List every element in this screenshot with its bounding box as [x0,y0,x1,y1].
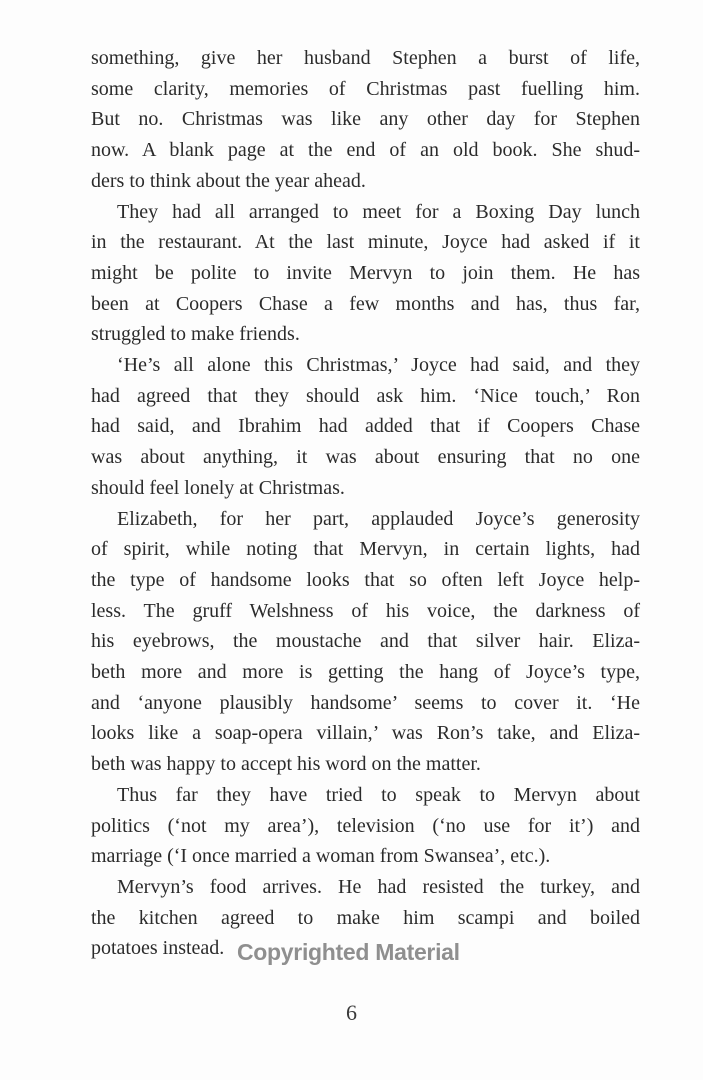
text-line: the type of handsome looks that so often left Joyce help- [91,568,640,591]
text-line: ‘He’s all alone this Christmas,’ Joyce had said, and they [117,354,640,377]
text-line: They had all arranged to meet for a Boxing Day lunch [117,200,640,223]
text-line: struggled to make friends. [91,323,300,346]
text-line: ders to think about the year ahead. [91,169,366,192]
paragraph [91,780,640,872]
text-line: the kitchen agreed to make him scampi and boiled [91,906,640,929]
text-line: was about anything, it was about ensuring that no one [91,446,640,469]
paragraph [91,504,640,780]
text-line: But no. Christmas was like any other day for Stephen [91,108,640,131]
text-line: now. A blank page at the end of an old book. She shud- [91,139,640,162]
text-line: in the restaurant. At the last minute, Joyce had asked if it [91,231,640,254]
text-line: Mervyn’s food arrives. He had resisted the turkey, and [117,875,640,898]
text-line: been at Coopers Chase a few months and has, thus far, [91,292,640,315]
text-line: politics (‘not my area’), television (‘no use for it’) and [91,814,640,837]
text-line: his eyebrows, the moustache and that silver hair. Eliza- [91,630,640,653]
copyright-watermark: Copyrighted Material [237,939,460,965]
text-line: some clarity, memories of Christmas past fuelling him. [91,77,640,100]
page-number: 6 [346,1000,357,1025]
body-text [91,43,640,964]
text-line: might be polite to invite Mervyn to join them. He has [91,261,640,284]
text-line: less. The gruff Welshness of his voice, the darkness of [91,599,640,622]
text-line: marriage (‘I once married a woman from Swansea’, etc.). [91,845,551,868]
paragraph [91,350,640,504]
text-line: of spirit, while noting that Mervyn, in certain lights, had [91,538,640,561]
paragraph [91,197,640,351]
text-line: beth was happy to accept his word on the matter. [91,753,481,776]
text-line: beth more and more is getting the hang of Joyce’s type, [91,661,640,684]
text-line: Elizabeth, for her part, applauded Joyce’s generosity [117,507,640,530]
text-line: potatoes instead. [91,937,225,960]
text-line: something, give her husband Stephen a burst of life, [91,47,640,69]
text-line: Thus far they have tried to speak to Mervyn about [117,783,640,806]
paragraph [91,43,640,197]
text-line: had said, and Ibrahim had added that if Coopers Chase [91,415,640,438]
text-line: looks like a soap-opera villain,’ was Ron’s take, and Eliza- [91,722,640,745]
text-line: should feel lonely at Christmas. [91,476,345,499]
text-line: and ‘anyone plausibly handsome’ seems to cover it. ‘He [91,691,640,714]
text-line: had agreed that they should ask him. ‘Nice touch,’ Ron [91,384,640,407]
